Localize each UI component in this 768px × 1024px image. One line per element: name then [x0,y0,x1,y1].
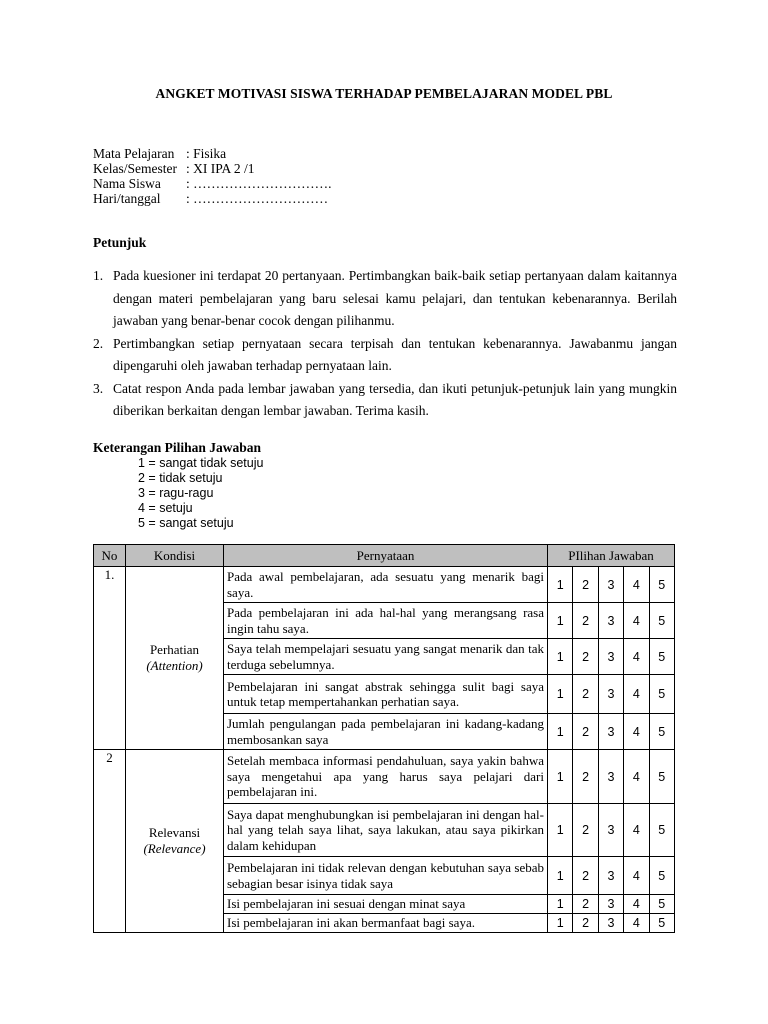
table-row [94,750,675,804]
answer-legend-heading: Keterangan Pilihan Jawaban [93,440,262,455]
instruction-number: 1. [93,268,104,283]
answer-option-5[interactable]: 5 [649,895,674,914]
answer-option-5[interactable]: 5 [649,857,674,895]
instruction-text: Pada kuesioner ini terdapat 20 pertanyaan. Pertimbangkan baik-baik setiap pertanyaan dalam kaitannya dengan materi pembelajaran yang baru selesai kamu pelajari, dan tentukan kebenarannya. Berilah jawaban yang benar-benar cocok dengan pilihanmu. [113,268,677,328]
statement-text: Pembelajaran ini tidak relevan dengan kebutuhan saya sebab sebagian besar isinya tidak saya [224,857,548,895]
answer-option-1[interactable]: 1 [548,895,573,914]
answer-option-1[interactable]: 1 [548,750,573,804]
answer-option-3[interactable]: 3 [598,750,623,804]
answer-option-3[interactable]: 3 [598,603,623,639]
answer-option-2[interactable]: 2 [573,914,598,933]
answer-option-5[interactable]: 5 [649,914,674,933]
header-pilihan: PIlihan Jawaban [548,545,675,567]
kondisi-cell [126,567,224,750]
header-pernyataan: Pernyataan [224,545,548,567]
row-number: 2 [94,750,126,933]
meta-value: : Fisika [186,146,227,161]
answer-option-1[interactable]: 1 [548,857,573,895]
meta-value: : …………………………. [186,176,332,191]
kondisi-english-label: (Relevance) [143,841,206,856]
meta-value: : XI IPA 2 /1 [186,161,255,176]
statement-text: Saya telah mempelajari sesuatu yang sangat menarik dan tak terduga sebelumnya. [224,639,548,675]
answer-option-1[interactable]: 1 [548,603,573,639]
answer-option-4[interactable]: 4 [624,804,649,857]
answer-option-4[interactable]: 4 [624,603,649,639]
answer-option-3[interactable]: 3 [598,714,623,750]
questionnaire-table [93,544,675,933]
answer-option-3[interactable]: 3 [598,639,623,675]
answer-option-2[interactable]: 2 [573,714,598,750]
kondisi-english-label: (Attention) [146,658,203,673]
answer-option-4[interactable]: 4 [624,567,649,603]
answer-option-2[interactable]: 2 [573,750,598,804]
answer-option-3[interactable]: 3 [598,914,623,933]
legend-item: 4 = setuju [138,501,193,515]
answer-option-1[interactable]: 1 [548,639,573,675]
legend-item: 1 = sangat tidak setuju [138,456,264,470]
answer-option-4[interactable]: 4 [624,675,649,714]
answer-option-5[interactable]: 5 [649,639,674,675]
table-body [94,567,675,933]
statement-text: Setelah membaca informasi pendahuluan, saya yakin bahwa saya mengetahui apa yang harus saya pelajari dari pembelajaran ini. [224,750,548,804]
header-no: No [94,545,126,567]
answer-option-3[interactable]: 3 [598,804,623,857]
meta-row-class [93,161,332,176]
statement-text: Jumlah pengulangan pada pembelajaran ini kadang-kadang membosankan saya [224,714,548,750]
meta-row-date [93,191,332,206]
instruction-item [93,378,677,423]
instruction-item [93,333,677,378]
header-kondisi: Kondisi [126,545,224,567]
meta-value: : ………………………… [186,191,329,206]
document-title: ANGKET MOTIVASI SISWA TERHADAP PEMBELAJARAN MODEL PBL [155,86,613,101]
statement-text: Pada awal pembelajaran, ada sesuatu yang menarik bagi saya. [224,567,548,603]
instruction-item [93,265,677,333]
answer-option-1[interactable]: 1 [548,675,573,714]
answer-legend [138,456,263,531]
meta-label: Kelas/Semester [93,161,177,176]
table-header-row [94,545,675,567]
answer-option-4[interactable]: 4 [624,857,649,895]
instruction-text: Catat respon Anda pada lembar jawaban yang tersedia, dan ikuti petunjuk-petunjuk lain yang mungkin diberikan berkaitan dengan lembar jawaban. Terima kasih. [113,380,677,418]
instruction-text: Pertimbangkan setiap pernyataan secara terpisah dan tentukan kebenarannya. Jawabanmu jangan dipengaruhi oleh jawaban terhadap pernyataan lain. [113,335,677,373]
answer-option-5[interactable]: 5 [649,675,674,714]
answer-option-1[interactable]: 1 [548,567,573,603]
answer-option-4[interactable]: 4 [624,750,649,804]
statement-text: Isi pembelajaran ini sesuai dengan minat saya [224,895,548,914]
answer-option-2[interactable]: 2 [573,804,598,857]
answer-option-4[interactable]: 4 [624,714,649,750]
instruction-number: 3. [93,380,104,396]
identity-block [93,146,332,206]
answer-option-5[interactable]: 5 [649,804,674,857]
answer-option-2[interactable]: 2 [573,857,598,895]
answer-option-1[interactable]: 1 [548,804,573,857]
legend-item: 3 = ragu-ragu [138,486,214,500]
statement-text: Pembelajaran ini sangat abstrak sehingga sulit bagi saya untuk tetap mempertahankan perhatian saya. [224,675,548,714]
meta-row-name [93,176,332,191]
meta-row-subject [93,146,332,161]
instructions-heading: Petunjuk [93,235,147,250]
answer-option-3[interactable]: 3 [598,567,623,603]
answer-option-2[interactable]: 2 [573,895,598,914]
answer-option-3[interactable]: 3 [598,895,623,914]
answer-option-3[interactable]: 3 [598,857,623,895]
instructions-list [93,265,677,423]
answer-option-4[interactable]: 4 [624,914,649,933]
answer-option-2[interactable]: 2 [573,639,598,675]
kondisi-label: Relevansi [148,825,201,840]
answer-option-2[interactable]: 2 [573,675,598,714]
answer-option-5[interactable]: 5 [649,567,674,603]
answer-option-5[interactable]: 5 [649,750,674,804]
answer-option-4[interactable]: 4 [624,639,649,675]
meta-label: Hari/tanggal [93,191,161,206]
statement-text: Pada pembelajaran ini ada hal-hal yang merangsang rasa ingin tahu saya. [224,603,548,639]
answer-option-5[interactable]: 5 [649,603,674,639]
instruction-number: 2. [93,335,104,351]
answer-option-2[interactable]: 2 [573,567,598,603]
kondisi-label: Perhatian [149,642,200,657]
answer-option-2[interactable]: 2 [573,603,598,639]
answer-option-3[interactable]: 3 [598,675,623,714]
statement-text: Saya dapat menghubungkan isi pembelajaran ini dengan hal-hal yang telah saya lihat, saya lakukan, atau saya pikirkan dalam kehidupan [224,804,548,857]
answer-option-1[interactable]: 1 [548,914,573,933]
answer-option-4[interactable]: 4 [624,895,649,914]
answer-option-5[interactable]: 5 [649,714,674,750]
legend-item: 5 = sangat setuju [138,516,234,530]
meta-label: Nama Siswa [93,176,161,191]
row-number: 1. [94,567,126,750]
statement-text: Isi pembelajaran ini akan bermanfaat bagi saya. [224,914,548,933]
table-row [94,567,675,603]
meta-label: Mata Pelajaran [93,146,175,161]
answer-option-1[interactable]: 1 [548,714,573,750]
kondisi-cell [126,750,224,933]
legend-item: 2 = tidak setuju [138,471,223,485]
